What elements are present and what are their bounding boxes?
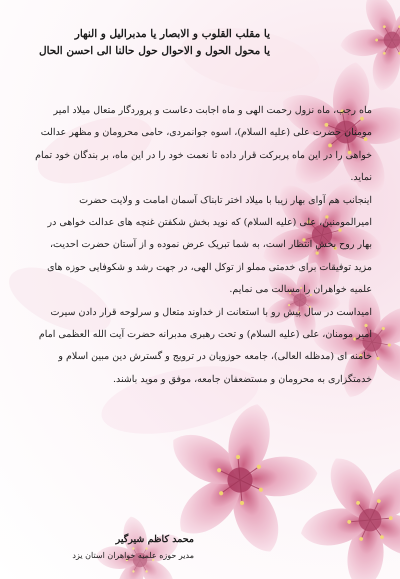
prayer-line-2: یا محول الحول و الاحوال حول حالنا الی احسن الحال — [38, 45, 270, 57]
signature-block — [44, 532, 194, 564]
paragraph-2: اینجانب هم آوای بهار زیبا با میلاد اختر تابناک آسمان امامت و ولایت حضرت امیرالمومنین، علی (علیه السلام) که نوید بخش شکفتن غنچه های عدالت خواهی در بهار روح بخش انتظار است، به شما تبریک عرض نموده و از آستان حضرت احدیت، مزید توفیقات برای خدمتی مملو از توکل الهی، در جهت رشد و شکوفایی حوزه های علمیه خواهران را مسالت می نمایم. — [47, 194, 372, 296]
message-body — [32, 100, 372, 391]
opening-prayer — [30, 26, 270, 60]
signer-name: محمد کاظم شیرگیر — [115, 534, 194, 545]
signer-title: مدیر حوزه علمیه خواهران استان یزد — [72, 551, 194, 560]
prayer-line-1: یا مقلب القلوب و الابصار یا مدبرالیل و النهار — [74, 28, 270, 40]
paragraph-3: امیداست در سال پیش رو با استعانت از خداوند متعال و سرلوحه قرار دادن سیرت امیر مومنان، علی (علیه السلام) و تحت رهبری مدبرانه حضرت آیت الله العظمی امام خامنه ای (مدظله العالی)، جامعه حوزویان در ترویج و گسترش دین مبین اسلام و خدمتگزاری به محرومان و مستضعفان جامعه، موفق و موید باشند. — [38, 306, 372, 385]
paragraph-1: ماه رجب، ماه نزول رحمت الهی و ماه اجابت دعاست و پروردگار متعال میلاد امیر مومنان حضرت علی (علیه السلام)، اسوه جوانمردی، حامی محرومان و مظهر عدالت خواهی را در این ماه پربرکت قرار داده تا نعمت خود را در این ماه، بر بندگان خود تمام نماید. — [35, 105, 372, 184]
